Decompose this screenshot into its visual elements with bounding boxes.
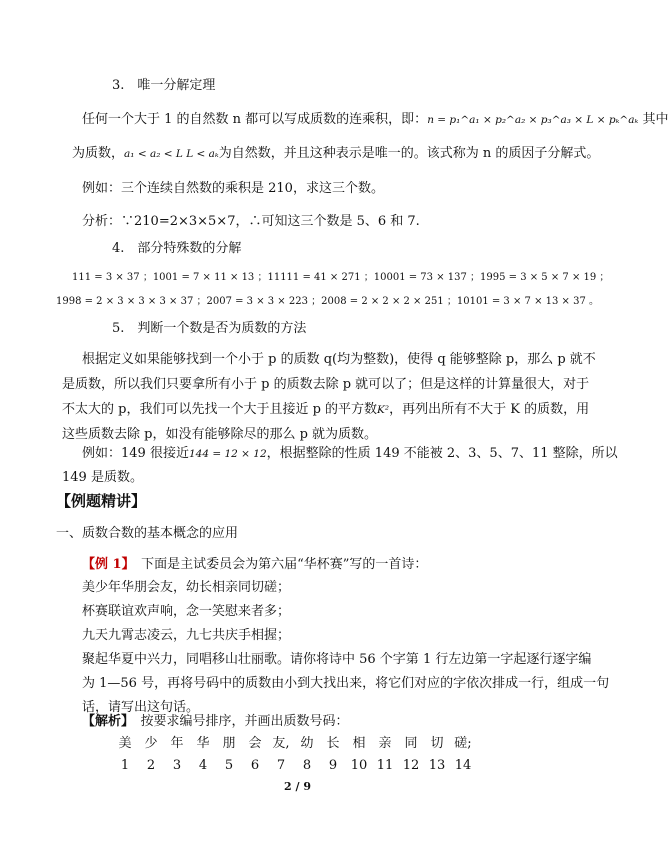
analysis-line (82, 714, 349, 730)
square-144-formula: 144 = 12 × 12 (188, 448, 267, 460)
example1-intro-text: 下面是主试委员会为第六届“华杯赛”写的一首诗： (128, 557, 428, 572)
k-squared-formula: K² (377, 404, 390, 416)
poem-line-1: 美少年华朋会友，幼长相亲同切磋； (82, 580, 291, 595)
poem-number: 3 (172, 758, 182, 773)
poem-char: 切 (430, 736, 444, 751)
poem-line-4: 聚起华夏中兴力，同唱移山壮丽歌。请你将诗中 56 个字第 1 行左边第一字起逐行逐字编 (82, 652, 592, 667)
section5-p3 (62, 402, 589, 418)
section5-p4: 这些质数去除 p，如没有能够除尽的那么 p 就为质数。 (62, 427, 378, 442)
section5-p6: 149 是质数。 (62, 470, 143, 485)
analysis-tag: 【解析】 (82, 714, 128, 729)
example1-tag: 【例 1】 (82, 557, 129, 572)
poem-number: 10 (350, 758, 368, 773)
section3-line2-tail: 为自然数，并且这种表示是唯一的。该式称为 n 的质因子分解式。 (218, 146, 600, 161)
poem-line-2: 杯赛联谊欢声响，念一笑慰来者多； (82, 604, 291, 619)
poem-char: 友, (272, 736, 290, 751)
poem-number: 5 (224, 758, 234, 773)
poem-number: 12 (402, 758, 420, 773)
section3-line1 (82, 112, 668, 128)
poem-number: 13 (428, 758, 446, 773)
section5-p5-tail: ，根据整除的性质 149 不能被 2、3、5、7、11 整除，所以 (266, 446, 618, 461)
special-factorizations-row2: 1998 = 2 × 3 × 3 × 3 × 37 ；2007 = 3 × 3 × 223 ；2008 = 2 × 2 × 2 × 251 ；10101 = 3 × 7 × 13 × 37 。 (56, 296, 599, 307)
poem-number: 4 (198, 758, 208, 773)
poem-char: 幼 (300, 736, 314, 751)
section5-heading: 5. 判断一个数是否为质数的方法 (112, 321, 307, 336)
poem-char: 同 (404, 736, 418, 751)
poem-char: 长 (326, 736, 340, 751)
section4-heading: 4. 部分特殊数的分解 (112, 241, 242, 256)
section3-line1-tail: 其中 (638, 112, 668, 127)
page-number: 2 / 9 (284, 780, 311, 793)
poem-char: 亲 (378, 736, 392, 751)
factorization-formula: n = p₁^a₁ × p₂^a₂ × p₃^a₃ × L × pₖ^aₖ (427, 114, 639, 126)
special-factorizations-row1: 111 = 3 × 37 ；1001 = 7 × 11 × 13 ；11111 = 41 × 271 ；10001 = 73 × 137 ；1995 = 3 × 5 × 7 × 19 ； (72, 272, 610, 283)
section3-example: 例如：三个连续自然数的乘积是 210，求这三个数。 (82, 181, 384, 196)
section3-analysis: 分析：∵210=2×3×5×7，∴可知这三个数是 5、6 和 7. (82, 214, 420, 229)
poem-number: 6 (250, 758, 260, 773)
poem-char: 年 (170, 736, 184, 751)
poem-char: 会 (248, 736, 262, 751)
poem-char: 相 (352, 736, 366, 751)
poem-char: 华 (196, 736, 210, 751)
section3-line2 (72, 146, 599, 162)
poem-line-3: 九天九霄志凌云，九七共庆手相握； (82, 628, 291, 643)
poem-char: 朋 (222, 736, 236, 751)
poem-char: 少 (144, 736, 158, 751)
poem-line-6: 话，请写出这句话。 (82, 700, 200, 715)
example1-intro (82, 557, 427, 573)
poem-number: 7 (276, 758, 286, 773)
section3-line2-head: 为质数， (72, 146, 125, 161)
poem-number: 9 (328, 758, 338, 773)
section5-p5 (82, 446, 618, 462)
poem-number: 1 (120, 758, 130, 773)
section5-p5-head: 例如：149 很接近 (82, 446, 189, 461)
analysis-text: 按要求编号排序，并画出质数号码： (127, 714, 349, 729)
poem-number-row (112, 758, 476, 774)
poem-char-row (112, 736, 476, 752)
part1-heading: 一、质数合数的基本概念的应用 (56, 526, 239, 541)
section5-p2: 是质数，所以我们只要拿所有小于 p 的质数去除 p 就可以了；但是这样的计算量很大，对于 (62, 377, 590, 392)
section5-p3-head: 不太大的 p，我们可以先找一个大于且接近 p 的平方数 (62, 402, 378, 417)
poem-char: 磋; (454, 736, 472, 751)
section3-line1-text: 任何一个大于 1 的自然数 n 都可以写成质数的连乘积，即： (82, 112, 428, 127)
poem-line-5: 为 1—56 号，再将号码中的质数由小到大找出来，将它们对应的字依次排成一行，组成一句 (82, 676, 610, 691)
main-title: 【例题精讲】 (56, 492, 147, 510)
section5-p3-tail: ，再列出所有不大于 K 的质数，用 (389, 402, 590, 417)
poem-number: 2 (146, 758, 156, 773)
poem-number: 11 (376, 758, 394, 773)
exponent-order-formula: a₁ < a₂ < L L < aₖ (124, 148, 219, 160)
poem-number: 14 (454, 758, 472, 773)
section5-p1: 根据定义如果能够找到一个小于 p 的质数 q(均为整数)，使得 q 能够整除 p，那么 p 就不 (82, 352, 596, 367)
poem-number: 8 (302, 758, 312, 773)
section3-heading: 3. 唯一分解定理 (112, 78, 216, 93)
poem-char: 美 (118, 736, 132, 751)
